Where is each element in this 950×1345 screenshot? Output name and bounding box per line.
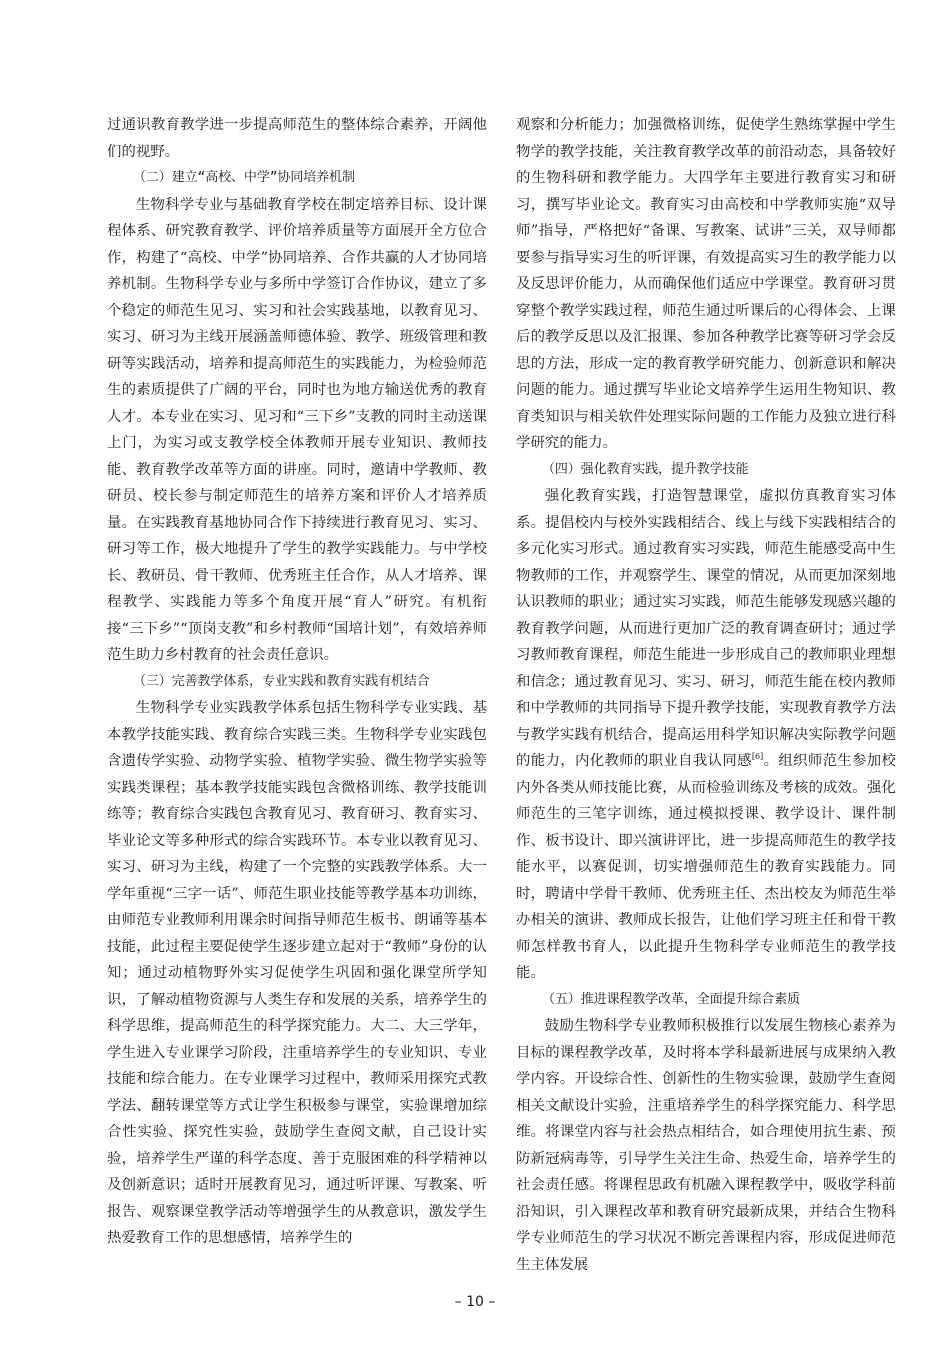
right-column: [516, 112, 896, 1278]
section-4-heading: （四）强化教育实践，提升教学技能: [542, 461, 749, 477]
section-4-text-a: 强化教育实践，打造智慧课堂，虚拟仿真教育实习体系。提倡校内与校外实践相结合、线上与线下实践相结合的多元化实习形式。通过教育实习实践，师范生能感受高中生物教师的工作，并观察学生、课堂的情况，从而更加深刻地认识教师的职业；通过实习实践，师范生能够发现感兴趣的教育教学问题，从而进行更加广泛的教育调查研讨；通过学习教师教育课程，师范生能进一步形成自己的教师职业理想和信念；通过教育见习、实习、研习，师范生能在校内教师和中学教师的共同指导下提升教学技能，实现教育教学方法与教学实践有机结合，提高运用科学知识解决实际教学问题的能力，内化教师的职业自我认同感: [516, 488, 896, 769]
section-2-heading: （二）建立“高校、中学”协同培养机制: [133, 170, 355, 185]
left-column: [107, 112, 487, 1252]
section-3-paragraph: 生物科学专业实践教学体系包括生物科学专业实践、基本教学技能实践、教育综合实践三类。生物科学专业实践包含遗传学实验、动物学实验、植物学实验、微生物学实验等实践类课程；基本教学技能实践包含微格训练、教学技能训练等；教育综合实践包含教育见习、教育研习、教育实习、毕业论文等多种形式的综合实践环节。本专业以教育见习、实习、研习为主线，构建了一个完整的实践教学体系。大一学年重视“三字一话”、师范生职业技能等教学基本功训练，由师范专业教师利用课余时间指导师范生板书、朗诵等基本技能，此过程主要促使学生逐步建立起对于“教师”身份的认知；通过动植物野外实习促使学生巩固和强化课堂所学知识，了解动植物资源与人类生存和发展的关系，培养学生的科学思维，提高师范生的科学探究能力。大二、大三学年，学生进入专业课学习阶段，注重培养学生的专业知识、专业技能和综合能力。在专业课学习过程中，教师采用探究式教学法、翻转课堂等方式让学生积极参与课堂，实验课增加综合性实验、探究性实验，鼓励学生查阅文献，自己设计实验，培养学生严谨的科学态度、善于克服困难的科学精神以及创新意识；适时开展教育见习，通过听评课、写教案、听报告、观察课堂教学活动等增强学生的从教意识，激发学生热爱教育工作的思想感情，培养学生的: [107, 700, 487, 1246]
section-5-heading: （五）推进课程教学改革，全面提升综合素质: [542, 991, 801, 1007]
section-5-paragraph: 鼓励生物科学专业教师积极推行以发展生物核心素养为目标的课程教学改革，及时将本学科最新进展与成果纳入教学内容。开设综合性、创新性的生物实验课，鼓励学生查阅相关文献设计实验，注重培养学生的科学探究能力、科学思维。将课堂内容与社会热点相结合，如合理使用抗生素、预防新冠病毒等，引导学生关注生命、热爱生命，培养学生的社会责任感。将课程思政有机融入课程教学中，吸收学科前沿知识，引入课程改革和教育研究最新成果，并结合生物科学专业师范生的学习状况不断完善课程内容，形成促进师范生主体发展: [516, 1018, 896, 1273]
section-2-paragraph: 生物科学专业与基础教育学校在制定培养目标、设计课程体系、研究教育教学、评价培养质量等方面展开全方位合作，构建了“高校、中学”协同培养、合作共赢的人才协同培养机制。生物科学专业与多所中学签订合作协议，建立了多个稳定的师范生见习、实习和社会实践基地，以教育见习、实习、研习为主线开展涵盖师德体验、教学、班级管理和教研等实践活动，培养和提高师范生的实践能力，为检验师范生的素质提供了广阔的平台，同时也为地方输送优秀的教育人才。本专业在实习、见习和“三下乡”支教的同时主动送课上门，为实习或支教学校全体教师开展专业知识、教师技能、教育教学改革等方面的讲座。同时，邀请中学教师、教研员、校长参与制定师范生的培养方案和评价人才培养质量。在实践教育基地协同合作下持续进行教育见习、实习、研习等工作，极大地提升了学生的教学实践能力。与中学校长、教研员、骨干教师、优秀班主任合作，从人才培养、课程教学、实践能力等多个角度开展“育人”研究。有机衔接“三下乡”“顶岗支教”和乡村教师“国培计划”，有效培养师范生助力乡村教育的社会责任意识。: [107, 196, 487, 663]
continued-paragraph-right: 观察和分析能力；加强微格训练，促使学生熟练掌握中学生物学的教学技能，关注教育教学改革的前沿动态，具备较好的生物科研和教学能力。大四学年主要进行教育实习和研习，撰写毕业论文。教育实习由高校和中学教师实施“双导师”指导，严格把好“备课、写教案、试讲”三关，双导师都要参与指导实习生的听评课，有效提高实习生的教学能力以及反思评价能力，从而确保他们适应中学课堂。教育研习贯穿整个教学实践过程，师范生通过听课后的心得体会、上课后的教学反思以及汇报课、参加各种教学比赛等研习学会反思的方法，形成一定的教育教学研究能力、创新意识和解决问题的能力。通过撰写毕业论文培养学生运用生物知识、教育类知识与相关软件处理实际问题的工作能力及独立进行科学研究的能力。: [516, 117, 896, 451]
page-number: – 10 –: [454, 1294, 496, 1310]
citation-marker: [6]: [751, 752, 764, 762]
continued-paragraph: 过通识教育教学进一步提高师范生的整体综合素养，开阔他们的视野。: [107, 117, 487, 160]
section-4-text-b: 。组织师范生参加校内外各类从师技能比赛，从而检验训练及考核的成效。强化师范生的三笔字训练，通过模拟授课、教学设计、课件制作、板书设计、即兴演讲评比，进一步提高师范生的教学技能水平，以赛促训，切实增强师范生的教育实践能力。同时，聘请中学骨干教师、优秀班主任、杰出校友为师范生举办相关的演讲、教师成长报告，让他们学习班主任和骨干教师怎样教书育人，以此提升生物科学专业师范生的教学技能。: [516, 753, 896, 981]
section-3-heading: （三）完善教学体系，专业实践和教育实践有机结合: [133, 673, 430, 689]
section-4-paragraph: [516, 483, 896, 987]
